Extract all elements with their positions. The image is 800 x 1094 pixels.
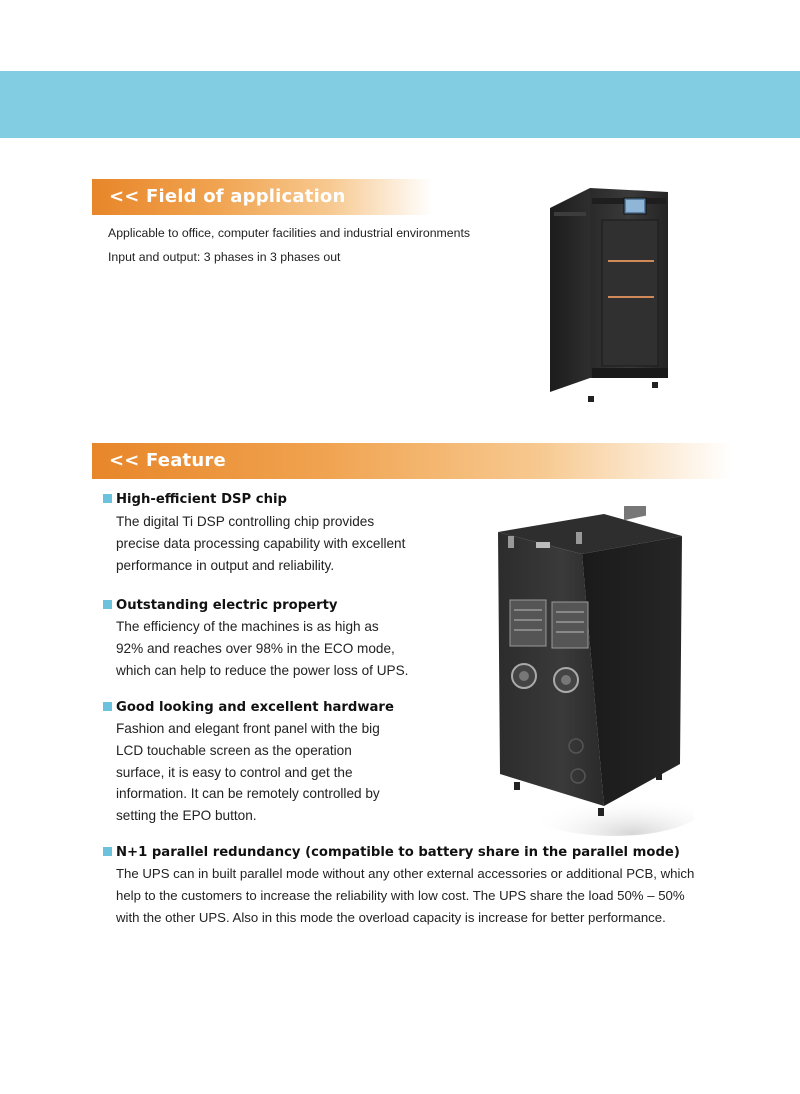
- field-of-application-header: << Field of application: [92, 179, 432, 215]
- ups-front-cabinet-image: [540, 186, 680, 406]
- top-color-band: [0, 71, 800, 138]
- feature-line: 92% and reaches over 98% in the ECO mode,: [116, 640, 395, 656]
- feature-line: surface, it is easy to control and get the: [116, 764, 353, 780]
- bullet-square-icon: [103, 847, 112, 856]
- feature-header: << Feature: [92, 443, 732, 479]
- application-line: Input and output: 3 phases in 3 phases out: [108, 250, 341, 264]
- feature-title: [103, 700, 394, 715]
- feature-title: [103, 492, 287, 507]
- feature-title-text: N+1 parallel redundancy (compatible to battery share in the parallel mode): [116, 845, 680, 860]
- feature-line: with the other UPS. Also in this mode the overload capacity is increase for better performance.: [116, 909, 666, 925]
- bullet-square-icon: [103, 494, 112, 503]
- feature-line: The UPS can in built parallel mode without any other external accessories or additional PCB, which: [116, 866, 695, 881]
- feature-line: setting the EPO button.: [116, 808, 257, 824]
- ups-rear-cabinet-image: [484, 506, 694, 836]
- feature-description: [116, 863, 694, 928]
- feature-line: which can help to reduce the power loss of UPS.: [116, 662, 409, 678]
- feature-description: [116, 616, 408, 681]
- application-line: Applicable to office, computer facilities and industrial environments: [108, 226, 471, 240]
- feature-line: precise data processing capability with excellent: [116, 535, 406, 551]
- feature-description: [116, 718, 380, 827]
- feature-title: [103, 598, 337, 613]
- feature-title: [103, 845, 680, 860]
- bullet-square-icon: [103, 600, 112, 609]
- feature-title-text: Good looking and excellent hardware: [116, 700, 394, 715]
- feature-title-text: Outstanding electric property: [116, 598, 338, 613]
- feature-line: LCD touchable screen as the operation: [116, 742, 352, 758]
- feature-line: Fashion and elegant front panel with the big: [116, 721, 380, 736]
- feature-line: The efficiency of the machines is as high as: [116, 619, 379, 634]
- feature-line: help to the customers to increase the reliability with low cost. The UPS share the load 50% – 50%: [116, 887, 685, 903]
- feature-line: information. It can be remotely controlled by: [116, 786, 380, 802]
- feature-line: performance in output and reliability.: [116, 557, 335, 573]
- feature-title-text: High-efficient DSP chip: [116, 492, 287, 507]
- bullet-square-icon: [103, 702, 112, 711]
- feature-description: [116, 511, 405, 576]
- feature-line: The digital Ti DSP controlling chip provides: [116, 514, 375, 529]
